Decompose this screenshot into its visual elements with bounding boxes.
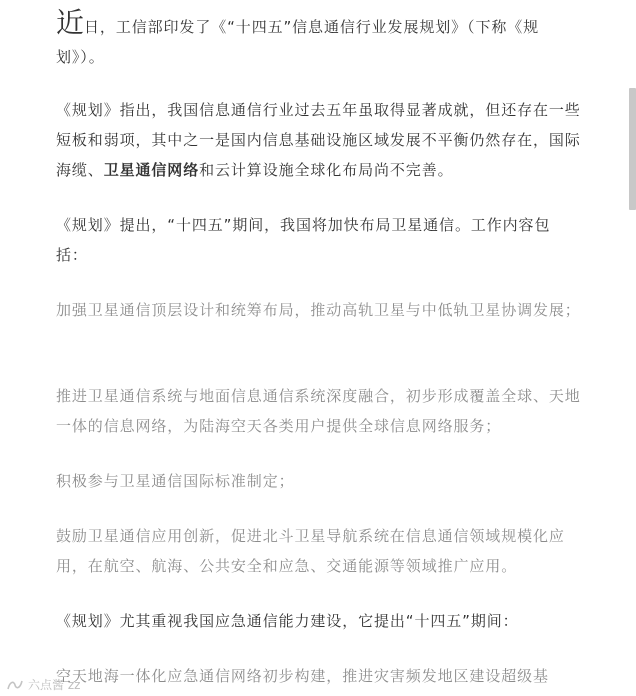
dropcap-character: 近 [56, 6, 85, 39]
emergency-paragraph: 《规划》尤其重视我国应急通信能力建设，它提出“十四五”期间： [56, 612, 519, 630]
findings-text-after: 和云计算设施全球化布局尚不完善。 [199, 161, 454, 179]
intro-text: 日，工信部印发了《“十四五”信息通信行业发展规划》（下称《规划》）。 [56, 18, 540, 66]
intro-paragraph [56, 8, 582, 72]
emergency-network-paragraph: 空天地海一体化应急通信网络初步构建，推进灾害频发地区建设超级基 [56, 667, 549, 685]
findings-text-before: 《规划》指出，我国信息通信行业过去五年虽取得显著成就，但还存在一些短板和弱项，其中之一是国内信息基础设施区域发展不平衡仍然存在，国际海缆、 [56, 101, 581, 179]
plan-proposal-paragraph: 《规划》提出，“十四五”期间，我国将加快布局卫星通信。工作内容包括： [56, 216, 551, 264]
task-item-1: 加强卫星通信顶层设计和统筹布局，推动高轨卫星与中低轨卫星协调发展； [56, 301, 581, 319]
plan-findings-paragraph [56, 95, 582, 185]
scrollbar-thumb[interactable] [629, 88, 636, 210]
task-item-2: 推进卫星通信系统与地面信息通信系统深度融合，初步形成覆盖全球、天地一体的信息网络，为陆海空天各类用户提供全球信息网络服务； [56, 387, 581, 435]
watermark [6, 676, 80, 693]
task-item-4: 鼓励卫星通信应用创新，促进北斗卫星导航系统在信息通信领域规模化应用，在航空、航海、公共安全和应急、交通能源等领域推广应用。 [56, 527, 565, 575]
watermark-text: 六点酱 zz [28, 678, 81, 692]
satellite-network-highlight: 卫星通信网络 [103, 161, 200, 179]
task-item-3: 积极参与卫星通信国际标准制定； [56, 472, 295, 490]
watermark-logo-icon [6, 678, 24, 692]
